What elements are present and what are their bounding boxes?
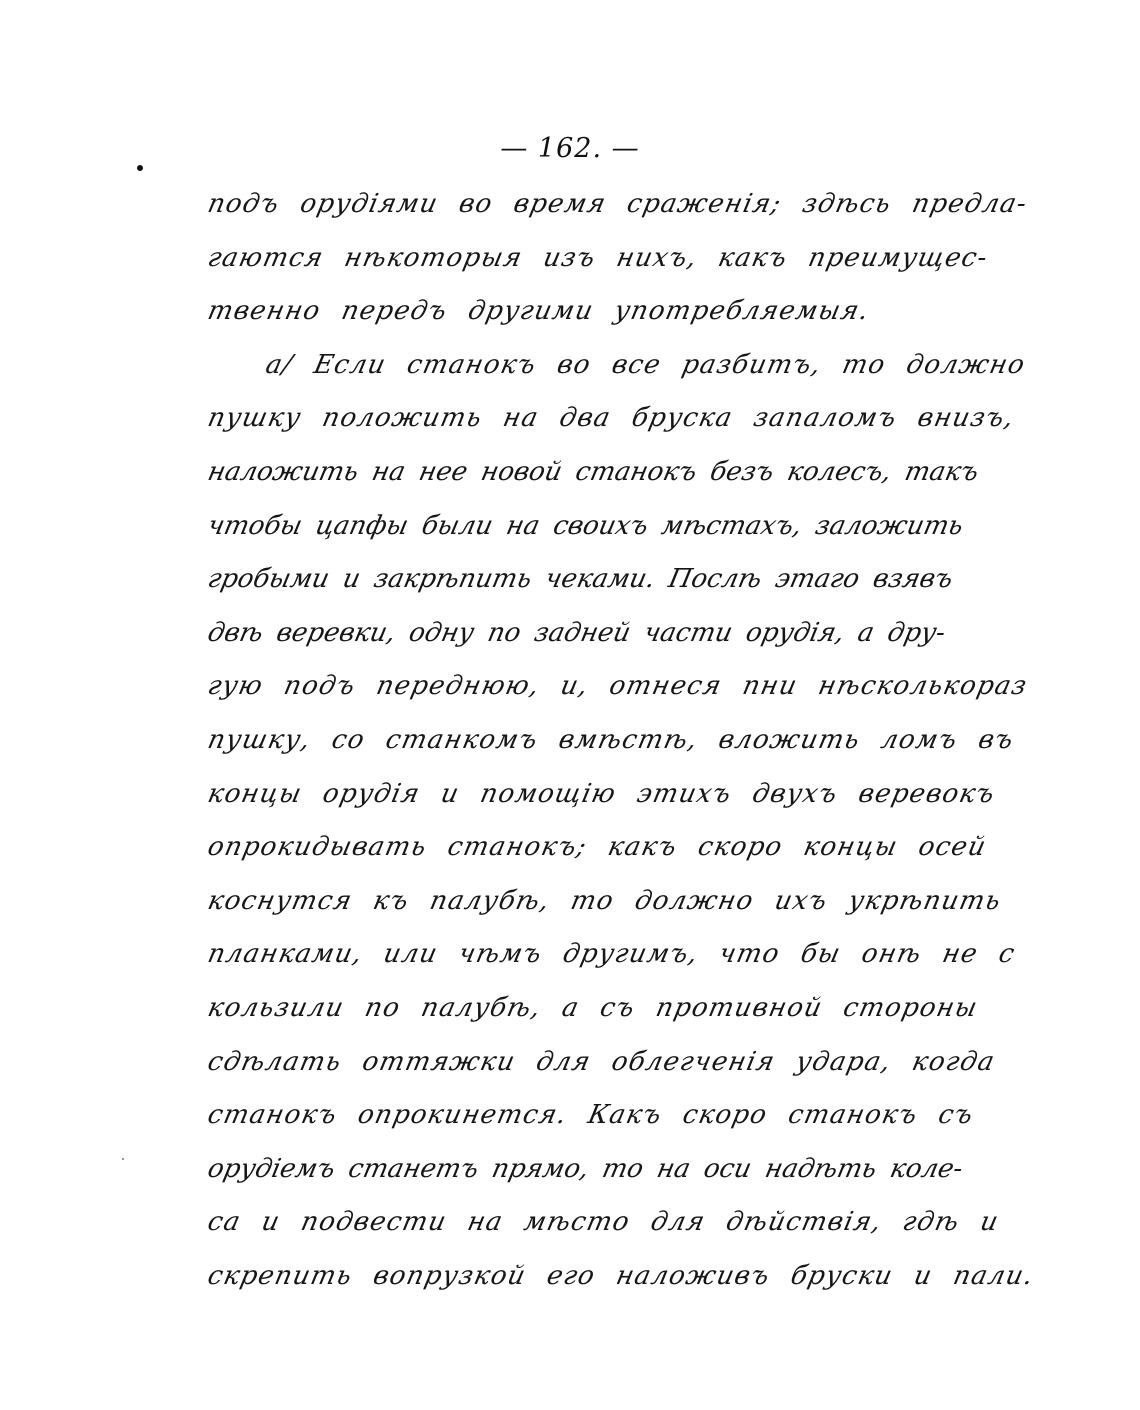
text-line: сдѣлать оттяжки для облегченія удара, когда [204, 1046, 998, 1077]
page-number: — 162. — [500, 133, 640, 164]
text-line: концы орудія и помощію этихъ двухъ веревокъ [204, 778, 998, 809]
manuscript-text [204, 178, 1038, 1303]
text-line: опрокидывать станокъ; какъ скоро концы осей [204, 832, 990, 863]
text-line: орудіемъ станетъ прямо, то на оси надѣть коле- [204, 1153, 966, 1184]
text-line: твенно передъ другими употребляемыя. [204, 296, 873, 327]
text-line: скрепить вопрузкой его наложивъ бруски и пали. [204, 1260, 1037, 1291]
text-line: са и подвести на мѣсто для дѣйствія, гдѣ и [204, 1207, 1002, 1238]
text-line: кользили по палубѣ, а съ противной стороны [204, 992, 981, 1023]
text-line: гаются нѣкоторыя изъ нихъ, какъ преимущес- [204, 242, 991, 273]
text-line: гробыми и закрѣпить чеками. Послѣ этаго взявъ [204, 564, 956, 595]
text-line: станокъ опрокинется. Какъ скоро станокъ съ [204, 1100, 977, 1131]
text-line: коснутся къ палубѣ, то должно ихъ укрѣпить [204, 885, 1005, 916]
text-line: пушку, со станкомъ вмѣстѣ, вложить ломъ въ [204, 724, 1017, 755]
text-line: подъ орудіями во время сраженія; здѣсь предла- [204, 189, 1031, 219]
text-line: двѣ веревки, одну по задней части орудія, а дру- [204, 617, 949, 648]
text-line: планками, или чѣмъ другимъ, что бы онѣ не с [204, 939, 1019, 970]
text-line: наложить на нее новой станокъ безъ колесъ, такъ [204, 456, 982, 487]
text-line: гую подъ переднюю, и, отнеся пни нѣсколькораз [204, 671, 1031, 702]
text-line: чтобы цапфы были на своихъ мѣстахъ, заложить [204, 510, 966, 541]
text-line: пушку положить на два бруска запаломъ внизъ, [204, 403, 1018, 434]
ink-dot [137, 165, 143, 171]
text-line: а/ Если станокъ во все разбитъ, то должно [262, 349, 1029, 380]
ink-speck [122, 1158, 124, 1160]
